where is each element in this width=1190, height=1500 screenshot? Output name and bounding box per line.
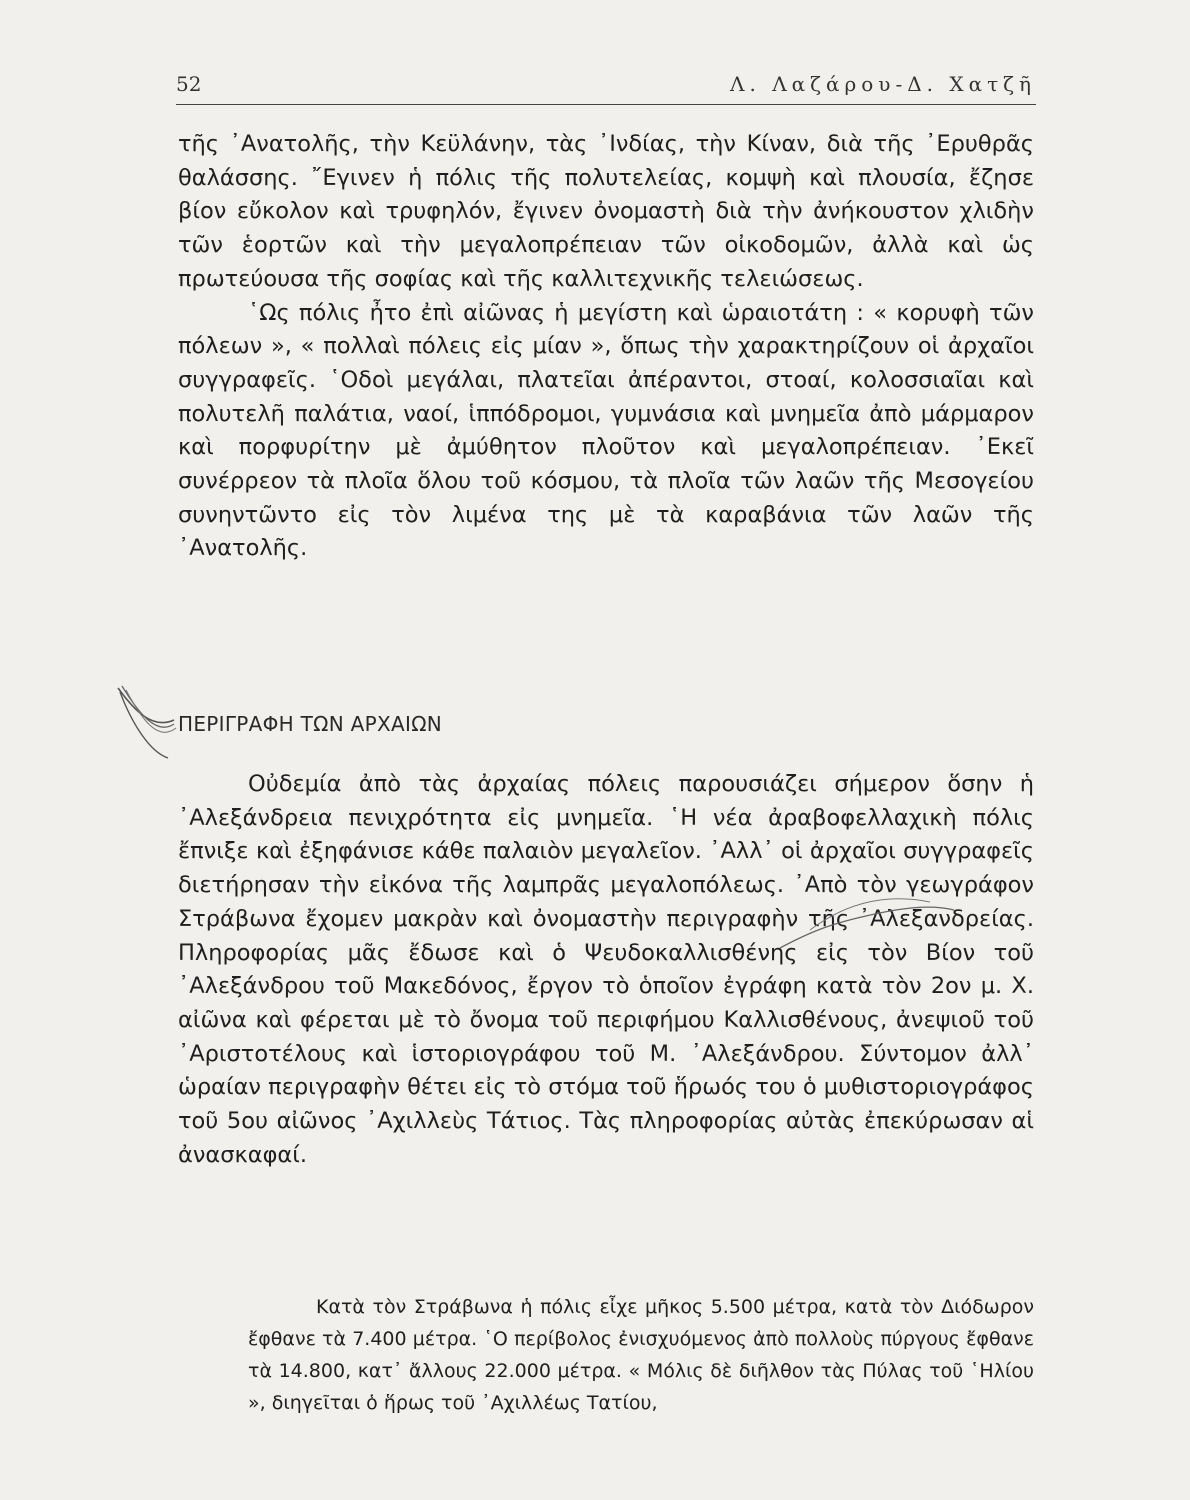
body-section-2 <box>178 768 1034 1172</box>
body-section-1 <box>178 128 1034 566</box>
body-paragraph: Οὐδεμία ἀπὸ τὰς ἀρχαίας πόλεις παρουσιάζει σήμερον ὅσην ἡ ᾿Αλεξάνδρεια πενιχρότητα εἰς μνημεῖα. ῾Η νέα ἀραβοφελλαχικὴ πόλις ἔπνιξε καὶ ἐξηφάνισε κάθε παλαιὸν μεγαλεῖον. ᾿Αλλ᾿ οἱ ἀρχαῖοι συγγραφεῖς διετήρησαν τὴν εἰκόνα τῆς λαμπρᾶς μεγαλοπόλεως. ᾿Απὸ τὸν γεωγράφον Στράβωνα ἔχομεν μακρὰν καὶ ὀνομαστὴν περιγραφὴν τῆς ᾿Αλεξανδρείας. Πληροφορίας μᾶς ἔδωσε καὶ ὁ Ψευδοκαλλισθένης εἰς τὸν Βίον τοῦ ᾿Αλεξάνδρου τοῦ Μακεδόνος, ἔργον τὸ ὁποῖον ἐγράφη κατὰ τὸν 2ον μ. Χ. αἰῶνα καὶ φέρεται μὲ τὸ ὄνομα τοῦ περιφήμου Καλλισθένους, ἀνεψιοῦ τοῦ ᾿Αριστοτέλους καὶ ἱστοριογράφου τοῦ Μ. ᾿Αλεξάνδρου. Σύντομον ἀλλ᾿ ὡραίαν περιγραφὴν θέτει εἰς τὸ στόμα τοῦ ἥρωός του ὁ μυθιστοριογράφος τοῦ 5ου αἰῶνος ᾿Αχιλλεὺς Τάτιος. Τὰς πληροφορίας αὐτὰς ἐπεκύρωσαν αἱ ἀνασκαφαί. <box>178 771 1034 1168</box>
footnote <box>248 1291 1034 1419</box>
section-heading: ΠΕΡΙΓΡΑΦΗ ΤΩΝ ΑΡΧΑΙΩΝ <box>178 712 443 736</box>
page-header <box>176 72 1036 104</box>
body-paragraph: ῾Ως πόλις ἦτο ἐπὶ αἰῶνας ἡ μεγίστη καὶ ὡραιοτάτη : « κορυφὴ τῶν πόλεων », « πολλαὶ πόλεις εἰς μίαν », ὅπως τὴν χαρακτηρίζουν οἱ ἀρχαῖοι συγγραφεῖς. ῾Οδοὶ μεγάλαι, πλατεῖαι ἀπέραντοι, στοαί, κολοσσιαῖαι καὶ πολυτελῆ παλάτια, ναοί, ἱππόδρομοι, γυμνάσια καὶ μνημεῖα ἀπὸ μάρμαρον καὶ πορφυρίτην μὲ ἀμύθητον πλοῦτον καὶ μεγαλοπρέπειαν. ᾿Εκεῖ συνέρρεον τὰ πλοῖα ὅλου τοῦ κόσμου, τὰ πλοῖα τῶν λαῶν τῆς Μεσογείου συνηντῶντο εἰς τὸν λιμένα της μὲ τὰ καραβάνια τῶν λαῶν τῆς ᾿Ανατολῆς. <box>178 299 1034 562</box>
body-paragraph: τῆς ᾿Ανατολῆς, τὴν Κεϋλάνην, τὰς ᾿Ινδίας, τὴν Κίναν, διὰ τῆς ᾿Ερυθρᾶς θαλάσσης. ῎Εγινεν ἡ πόλις τῆς πολυτελείας, κομψὴ καὶ πλουσία, ἔζησε βίον εὔκολον καὶ τρυφηλόν, ἔγινεν ὀνομαστὴ διὰ τὴν ἀνήκουστον χλιδὴν τῶν ἑορτῶν καὶ τὴν μεγαλοπρέπειαν τῶν οἰκοδομῶν, ἀλλὰ καὶ ὡς πρωτεύουσα τῆς σοφίας καὶ τῆς καλλιτεχνικῆς τελειώσεως. <box>178 131 1034 292</box>
running-head: Λ. Λαζάρου-Δ. Χατζῆ <box>730 72 1036 96</box>
header-rule <box>176 104 1036 105</box>
footnote-text: Κατὰ τὸν Στράβωνα ἡ πόλις εἶχε μῆκος 5.500 μέτρα, κατὰ τὸν Διόδωρον ἔφθανε τὰ 7.400 μέτρα. ῾Ο περίβολος ἐνισχυόμενος ἀπὸ πολλοὺς πύργους ἔφθανε τὰ 14.800, κατ᾿ ἄλλους 22.000 μέτρα. « Μόλις δὲ διῆλθον τὰς Πύλας τοῦ ῾Ηλίου », διηγεῖται ὁ ἥρως τοῦ ᾿Αχιλλέως Τατίου, <box>248 1296 1034 1414</box>
page-number: 52 <box>176 72 202 96</box>
handwritten-underline-mark <box>770 880 970 960</box>
